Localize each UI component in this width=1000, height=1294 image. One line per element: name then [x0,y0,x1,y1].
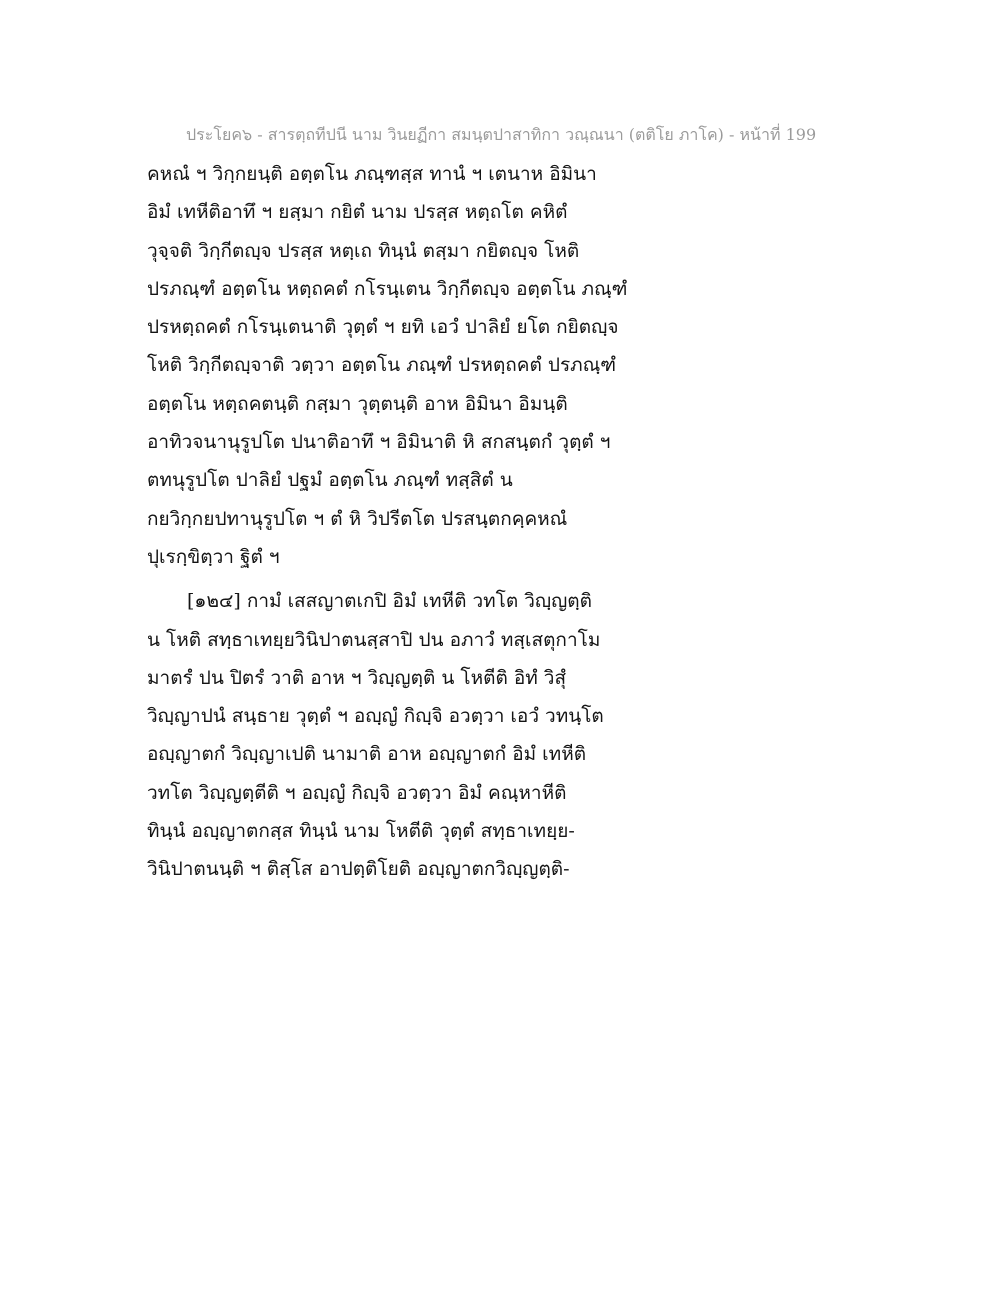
text-line: ตทนุรูปโต ปาลิยํ ปฐมํ อตฺตโน ภณฺฑํ ทสฺสิตํ น [147,469,513,492]
text-line: อาทิวจนานุรูปโต ปนาติอาทึ ฯ อิมินาติ หิ สกสนฺตกํ วุตฺตํ ฯ [147,431,611,454]
text-line: โหติ วิกฺกีตญฺจาติ วตฺวา อตฺตโน ภณฺฑํ ปรหตฺถคตํ ปรภณฺฑํ [147,354,617,377]
body-text [147,158,667,892]
text-line: วุจฺจติ วิกฺกีตญฺจ ปรสฺส หตฺเถ ทินฺนํ ตสฺมา กยิตญฺจ โหติ [147,239,580,262]
text-line: ปรภณฺฑํ อตฺตโน หตฺถคตํ กโรนฺเตน วิกฺกีตญฺจ อตฺตโน ภณฺฑํ [147,277,628,300]
text-line: น โหติ สทฺธาเทยฺยวินิปาตนสฺสาปิ ปน อภาวํ ทสฺเสตุกาโม [147,628,601,651]
text-line: ปุเรกฺขิตฺวา ฐิตํ ฯ [147,545,280,568]
text-line: วิญฺญาปนํ สนฺธาย วุตฺตํ ฯ อญฺญํ กิญฺจิ อวตฺวา เอวํ วทนฺโต [147,705,604,728]
text-line: ปรหตฺถคตํ กโรนฺเตนาติ วุตฺตํ ฯ ยทิ เอวํ ปาลิยํ ยโต กยิตญฺจ [147,316,619,339]
running-header: ประโยค๖ - สารตฺถทีปนี นาม วินยฏีกา สมนฺตปาสาทิกา วณฺณนา (ตติโย ภาโค) - หน้าที่ 199 [186,125,817,144]
text-line: อิมํ เทหีติอาทึ ฯ ยสฺมา กยิตํ นาม ปรสฺส หตฺถโต คหิตํ [147,201,568,224]
text-line: วทโต วิญฺญตฺตีติ ฯ อญฺญํ กิญฺจิ อวตฺวา อิมํ คณฺหาหีติ [147,781,567,804]
text-line: วินิปาตนนฺติ ฯ ติสฺโส อาปตฺติโยติ อญฺญาตกวิญฺญตฺติ- [147,858,570,881]
text-line: คหณํ ฯ วิกฺกยนฺติ อตฺตโน ภณฺฑสฺส ทานํ ฯ เตนาห อิมินา [147,163,597,185]
paragraph-2 [147,585,667,885]
text-line: ทินฺนํ อญฺญาตกสฺส ทินฺนํ นาม โหตีติ วุตฺตํ สทฺธาเทยฺย- [147,820,575,843]
paragraph-1 [147,158,667,573]
text-line: อตฺตโน หตฺถคตนฺติ กสฺมา วุตฺตนฺติ อาห อิมินา อิมนฺติ [147,392,568,415]
text-line: [๑๒๔] กามํ เสสญาตเกปิ อิมํ เทหีติ วทโต วิญฺญตฺติ [187,590,592,613]
text-line: อญฺญาตกํ วิญฺญาเปติ นามาติ อาห อญฺญาตกํ อิมํ เทหีติ [147,743,587,766]
text-line: กยวิกฺกยปทานุรูปโต ฯ ตํ หิ วิปรีตโต ปรสนฺตกคฺคหณํ [147,507,568,530]
text-line: มาตรํ ปน ปิตรํ วาติ อาห ฯ วิญฺญตฺติ น โหตีติ อิทํ วิสุํ [147,666,567,689]
